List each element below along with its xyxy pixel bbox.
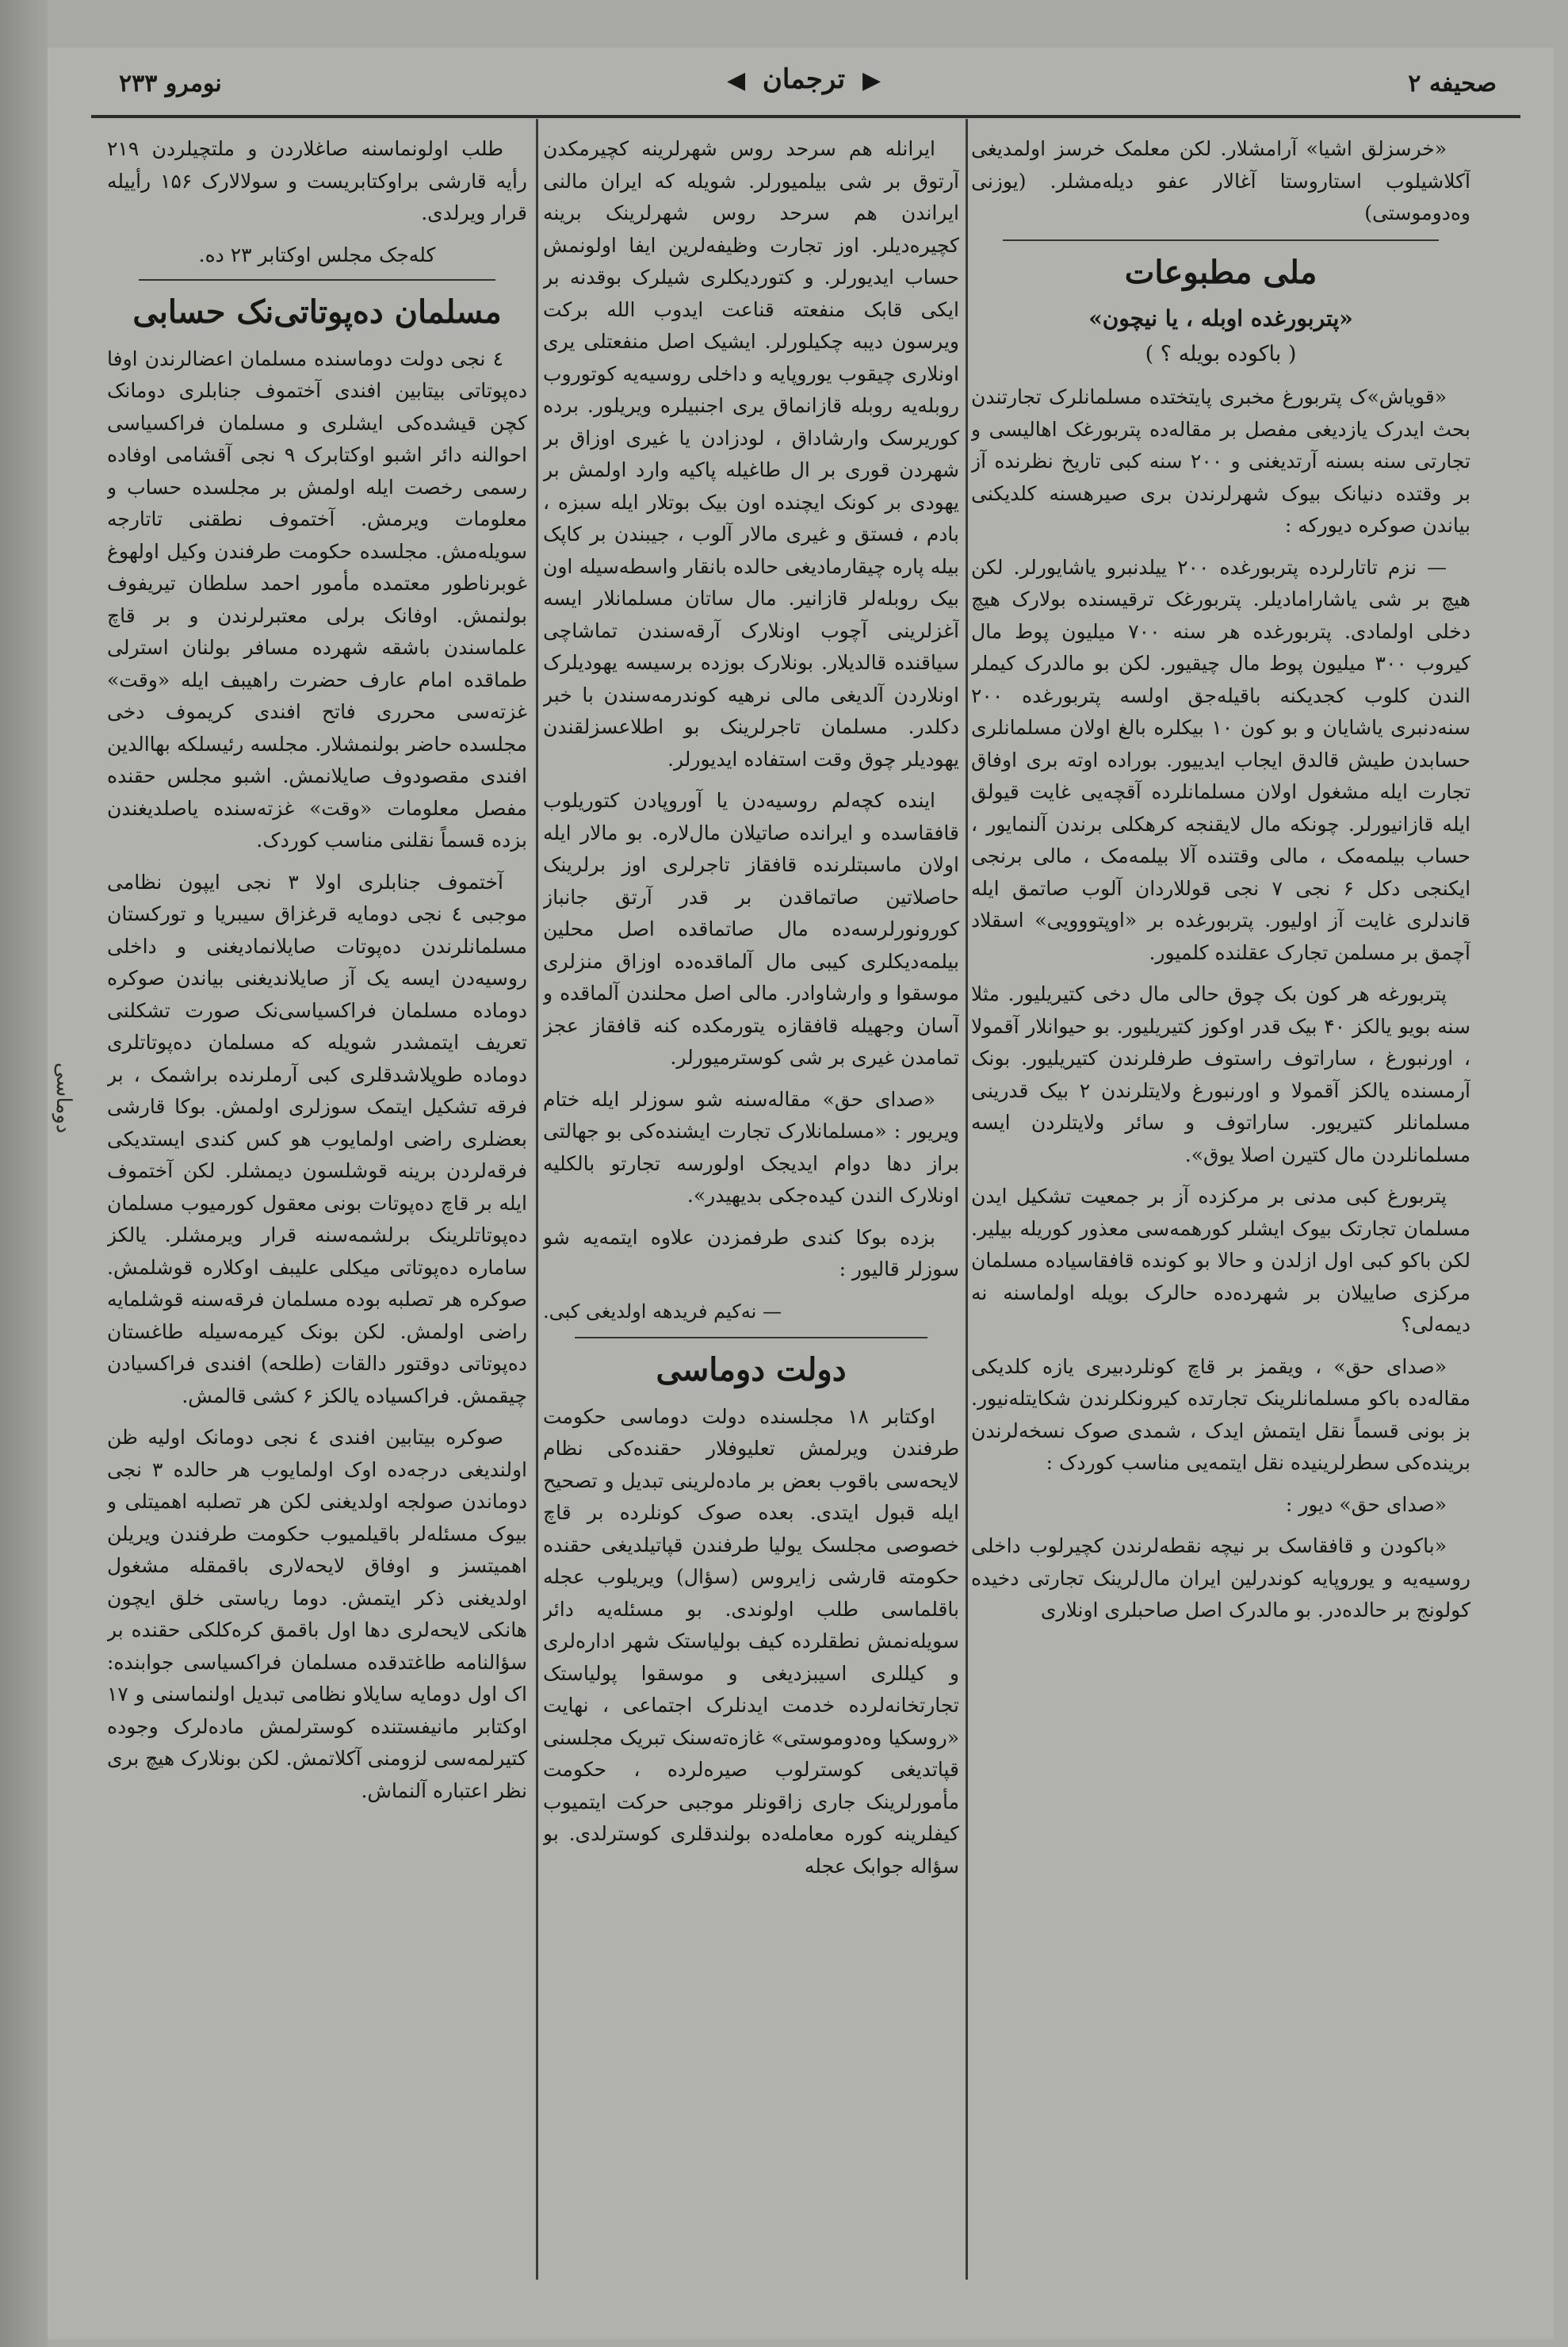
article-paragraph: صوکره بیتابین افندی ٤ نجی دومانک اولیه ظن اولندیغی درجه‌ده اوک اولمایوب هر حالده ۳ نجی دوماندن صولجه اولدیغنی لکن هر تصلبه اهمیتلی و بیوک مسئله‌لر باقیلمیوب حکومت طرفندن ویریلن اهمیتسز و اوفاق لایحه‌لاری باقمقله مشغول اولدیغنی ذکر ایتمش. دوما ریاستی خلق ایچون هانکی لایحه‌لری دها اول باقمق کره‌کلکی حقنده بر سؤالنامه طاغتدقده مسلمان فراکسیاسی جوابنده: اک اول دومایه سایلاو نظامی تبدیل اولنماسنی و ۱۷ اوکتابر مانیفستنده کوسترلمش ماده‌لرک وجوده کتیرلمه‌سی لزومنی آکلاتمش. لکن بونلارک هیچ بری نظر اعتباره آلنماش. xyxy=(107,1426,527,1802)
masthead-title: ترجمان xyxy=(762,63,846,95)
masthead xyxy=(87,63,1520,95)
article-paragraph: ایرانله هم سرحد روس شهرلرینه کچیرمکدن آرتوق بر شی بیلمیورلر. شویله که ایران مالنی ایراندن هم سرحد روس شهرلرینک برینه کچیره‌دیلر. اوز تجارت وظیفه‌لرین ایفا اولونمش حساب ایدیورلر. و کتوردیکلری شیلرک بوقدنه بر ایکی قابک منفعته قناعت ایدوب الله برکت ویرسون دیبه چکیلورلر. ایشیک اصل منفعتلی یری اونلاری چیقوب یوروپایه و داخلی روسیه‌یه کوتوروب روبله‌یه روبله قازانماق یری اجنبیلره ویریلور. برده کوریرسک وارشاداق ، لودزادن یا غیری اوزاق بر شهردن قوری بر ال طاغیله پاکیه وارد اولمش بر یهودی بر کونک ایچنده اون بیک بوتلار ایله سبزه ، بادم ، فستق و غیری مالار آلوب ، جیبندن بر کاپک بیله پاره چیقارمادیغی حالده بانقار واسطه‌سیله اون بیک روبله‌لر قازانیر. مال ساتان مسلمانلار ایسه آغزلرینی آچوب اونلارک آرقه‌سندن تماشاچی سیاقنده قالدیلار. بونلارک بوزده برسیسه یهودیلرک اونلاردن آلدیغی مالی نرهیه کوندرمه‌سندن با خبر دکلدر. مسلمان تاجرلرینک بو اطلاعسزلقندن یهودیلر چوق وقت استفاده ایدیورلر. xyxy=(543,137,959,771)
article-paragraph: ٤ نجی دولت دوماسنده مسلمان اعضالرندن اوفا ده‌پوتاتی بیتابین افندی آختموف جنابلری دومانک کچن قیشده‌کی ایشلری و مسلمان فراکسیاسی احوالنه دائر اشبو اوکتابرک ۹ نجی آقشامی اوفاده رسمی رخصت ایله اولمش بر مجلسده حساب و معلومات ویرمش. آختموف نطقنی تاتارجه سویله‌مش. مجلسده حکومت طرفندن وکیل اولهوغ غوبرناطور معتمده مأمور احمد سلطان تیریفوف بولنمش. اوفانک برلی معتبرلرندن و بر قاچ علماسندن باشقه شهرده مسافر بولنان استرلی طماقده امام عارف حضرت راهیبف ایله «وقت» غزته‌سی محرری فاتح افندی کریموف دخی مجلسده حاضر بولنمشلار. مجلسه رئیسلکه بهاالدین افندی مقصودوف صايلانمش. اشبو مجلس حقنده مفصل معلومات «وقت» غزته‌سنده یاصلدیغندن بزده قسماً نقلنی مناسب کوردک. xyxy=(107,346,527,852)
article-paragraph: اوکتابر ۱۸ مجلسنده دولت دوماسی حکومت طرفندن ویرلمش تعلیوفلار حقنده‌کی نظام لایحه‌سی باقوب بعض بر ماده‌لرینی تبدیل و تصحیح ایله قبول ایتدی. بعده صوک کونلرده بر قاچ خصوصی مجلسک یولیا طرفندن قپاتیلدیغی حقنده حکومته قارشی زایروس (سؤال) ویریلوب عجله باقلماسی طلب اولوندی. بو مسئله‌یه دائر سویله‌نمش نطقلرده کیف بولیاستک شهر اداره‌لری و کیللری اسیبزدیغی و موسقوا پولیاستک تجارتخانه‌لرده خدمت ایدنلرک اجتماعی ، نهایت «روسکیا وه‌دوموستی» غازه‌ته‌سنک تبریک مجلسنی قپاتدیغی کوسترلوب صیره‌لرده ، حکومت مأمورلرینک جاری زاقونلر موجبی حرکت ایتمیوب کیفلرینه کوره معامله‌ده بولندقلری کوسترلدی. بو سؤاله جوابک عجله xyxy=(543,1404,959,1878)
article-paragraph: پتربورغه هر کون بک چوق حالی مال دخی کتیریلیور. مثلا سنه بویو یالکز ۴۰ بیک قدر اوکوز کتیریلیور. بو حیوانلار آقمولا ، اورنبورغ ، ساراتوف راستوف طرفلرندن کتیریلیور. بونک آرمسنده یالکز آقمولا و اورنبورغ ولایتلرندن ۲ بیک قدرینی مسلمانلر کتیریور. ساراتوف و سائر ولایتلردن ایسه مسلمانلردن مال کتیرن اصلا یوق». xyxy=(971,982,1470,1166)
article-paragraph: «صدای حق» دیور : xyxy=(1285,1492,1447,1516)
ornament-right-icon: ▶ xyxy=(862,67,882,94)
article-paragraph: «خرسزلق اشیا» آرامشلار. لکن معلمک خرسز اولمدیغی آکلاشیلوب استاروستا آغالار عفو دیله‌مشلر. (یوزنی وه‌دوموستی) xyxy=(971,137,1470,224)
article-paragraph: بزده بوکا کندی طرفمزدن علاوه ایتمه‌یه شو سوزلر قالیور : xyxy=(543,1225,959,1281)
divider xyxy=(575,1337,927,1338)
article-paragraph: اینده کچه‌لم روسیه‌دن یا آوروپادن کتوریلوب قافقاسده و ایرانده صاتیلان مال‌لاره. بو مالار ایله اولان ماسبتلرنده قافقاز تاجرلری اوز برلرینک حاصلاتین صاتماقدن بر قدر آرتق جانباز کورونورلرسه‌ده مال صاتماقده اصل محلین بیلمه‌دیکلری کیبی مال آلماقده‌ده اوزاق منزلری موسقوا و وارشاوادر. مالی اصل محلندن آلماقده و آسان وجهیله قافقازه یتورمکده کنه قافقاز عجز تمامدن غیری بر شی کوسترمیورلر. xyxy=(543,789,959,1069)
article-title: دولت دوماسی xyxy=(656,1351,847,1388)
article-subtitle: ( باکوده بویله ؟ ) xyxy=(1145,341,1297,366)
article-title: «پتربورغده اوبله ، یا نیچون» xyxy=(1088,305,1353,331)
column-rule-right xyxy=(966,119,968,2280)
issue-number: نومرو ۲۳۳ xyxy=(119,70,222,98)
article-paragraph: «باکودن و قافقاسک بر نیچه نقطه‌لرندن کچیرلوب داخلی روسیه‌یه و یوروپایه کوندرلین ایران مال‌لرینک تجارتی دخیده کولونج بر حالده‌در. بو مالدرک اصل صاحبلری اونلاری xyxy=(971,1534,1470,1621)
column-middle xyxy=(543,133,959,2266)
margin-handwriting: دوماسی xyxy=(52,1062,75,1134)
article-paragraph: «صدای حق» مقاله‌سنه شو سوزلر ایله ختام ویریور : «مسلمانلارک تجارت ایشنده‌کی بو جهالتی براز دها دوام ایدیجک اولورسه تجارتو بالکلیه اونلارک الندن کیده‌جکی بدیهیدر». xyxy=(543,1087,959,1207)
article-paragraph: «قویاش»‌ک پتربورغ مخبری پایتختده مسلمانلرک تجارتندن بحث ایدرک یازدیغی مفصل بر مقاله‌ده پتربورغک اهالیسی و تجارتی سنه بسنه آرتدیغنی و ۲۰۰ سنه کبی تاریخ نظرنده آز بر وقتده دنیانک بیوک شهرلرندن بری صیرهسنه کلدیکنی بیاندن صوکره دیورکه : xyxy=(971,385,1470,537)
column-right xyxy=(971,133,1470,2266)
next-session-note: کله‌جک مجلس اوکتابر ۲۳ ده. xyxy=(198,243,436,266)
article-paragraph: طلب اولونماسنه صاغلاردن و ملتچیلردن ۲۱۹ رأیه قارشی براوکتابریست و سولالارک ۱۵۶ رأییله قرار ویرلدی. xyxy=(107,137,527,224)
article-paragraph: آختموف جنابلری اولا ۳ نجی ایپون نظامی موجبی ٤ نجی دومایه قرغزاق سیبریا و تورکستان مسلمانلرندن ده‌پوتات صایلانمادیغنی و داخلی روسیه‌دن ایسه یک آز صایلاندیغنی بیاندن صوکره دوماده مسلمان فراکسیاسی‌نک صورت تشکلنی تعریف ایتمشدر شویله که مسلمان ده‌پوتاتلری دوماده طوپلاشدقلری کبی آرملرنده براشمک ، بر فرقه تشکیل ایتمک سوزلری اولمش. بوکا قارشی بعضلری راضی اولمایوب هو کس کندی ایستدیکی فرقه‌لردن برینه قوشلسون دیمشلر. لکن آختموف ایله بر قاچ ده‌پوتات بونی معقول کورمیوب مسلمان ده‌پوتاتلرینک برلشمه‌سنه قرار ویرمشلر. یالکز ساماره ده‌پوتاتی میکلی علیبف اوکلاره قوشلمش. صوکره هر تصلبه بوده مسلمان فرقه‌سنه قوشلمایه راضی اولمش. لکن بونک کیرمه‌سیله طاغستان ده‌پوتاتی دوقتور دالقات (طلحه) افندی فراکسیادن چیقمش. فراکسیاده یالکز ۶ کشی قالمش. xyxy=(107,870,527,1407)
divider xyxy=(1003,239,1439,241)
article-paragraph: پتربورغ کبی مدنی بر مرکزده آز بر جمعیت تشکیل ایدن مسلمان تجارتک بیوک ایشلر کورهمه‌سی معذور کوریله بیلیر. لکن باکو کبی اول ازلدن و حالا بو کونده قافقاسیاده مسلمان مرکزی صاییلان بر شهرده‌ده حالرک بویله اولماسنه نه دیمه‌لی؟ xyxy=(971,1185,1470,1336)
article-title: مسلمان ده‌پوتاتی‌نک حسابی xyxy=(132,293,502,331)
page-header xyxy=(87,63,1520,111)
page-binding-edge xyxy=(0,0,48,2347)
header-rule xyxy=(91,115,1520,118)
column-left xyxy=(107,133,527,2266)
divider xyxy=(139,279,495,281)
ornament-left-icon: ◀ xyxy=(726,67,746,94)
section-title: ملی مطبوعات xyxy=(1124,253,1318,291)
column-rule-left xyxy=(536,119,538,2280)
page-number: صحیفه ۲ xyxy=(1408,70,1497,98)
article-paragraph: — نزم تاتارلرده پتربورغده ۲۰۰ ییلدنبرو یاشایورلر. لکن هیچ بر شی یاشارامادیلر. پتربورغک ترقیسنده بولارک هیچ دخلی اولمادی. پتربورغده هر سنه ۷۰۰ میلیون پوط مال کیروب ۳۰۰ میلیون پوط مال چیقیور. لکن بو مالدرک کیملر الندن کلوب کجدیکنه باقیله‌جق اولسه پتربورغده ۲۰۰ سنه‌دنبری یاشایان و بو کون ۱۰ بیکلره بالغ اولان مسلمانلری حسابدن طیش قالدق ایجاب ایدییور. بوراده اوته بری اوفاق تجارت ایله مشغول اولان مسلمانلرده آقچه‌یی غایت قیولق ایله قازانیورلر. چونکه مال لایقنجه کرهکلی برندن آلنمایور ، حساب بیلمه‌مک ، مالی وقتنده آلا بیلمه‌مک ، مالی برنجی ایکنجی دکل ۶ نجی ۷ نجی قوللاردان آلوب صاتمق ایله قاندلری غایت آز اولیور. پتربورغده بر «اوپتووویی» اسقلاد آچمق بر مسلمن تجارک عقلنده کلمیور. xyxy=(971,555,1470,964)
article-closing: — نه‌کیم فریدهه اولدیغی کبی. xyxy=(543,1300,782,1323)
article-paragraph: «صدای حق» ، ویقمز بر قاچ کونلردبیری یازه کلدیکی مقاله‌ده باکو مسلمانلرینک تجارتده کیرونکلرندن شکایتله‌نیور. بز بونی قسماً نقل ایتمش ایدک ، شمدی صوک نسخه‌لرندن برینده‌کی سطرلرینیده نقل ایتمه‌یی مناسب کوردک : xyxy=(971,1354,1470,1474)
